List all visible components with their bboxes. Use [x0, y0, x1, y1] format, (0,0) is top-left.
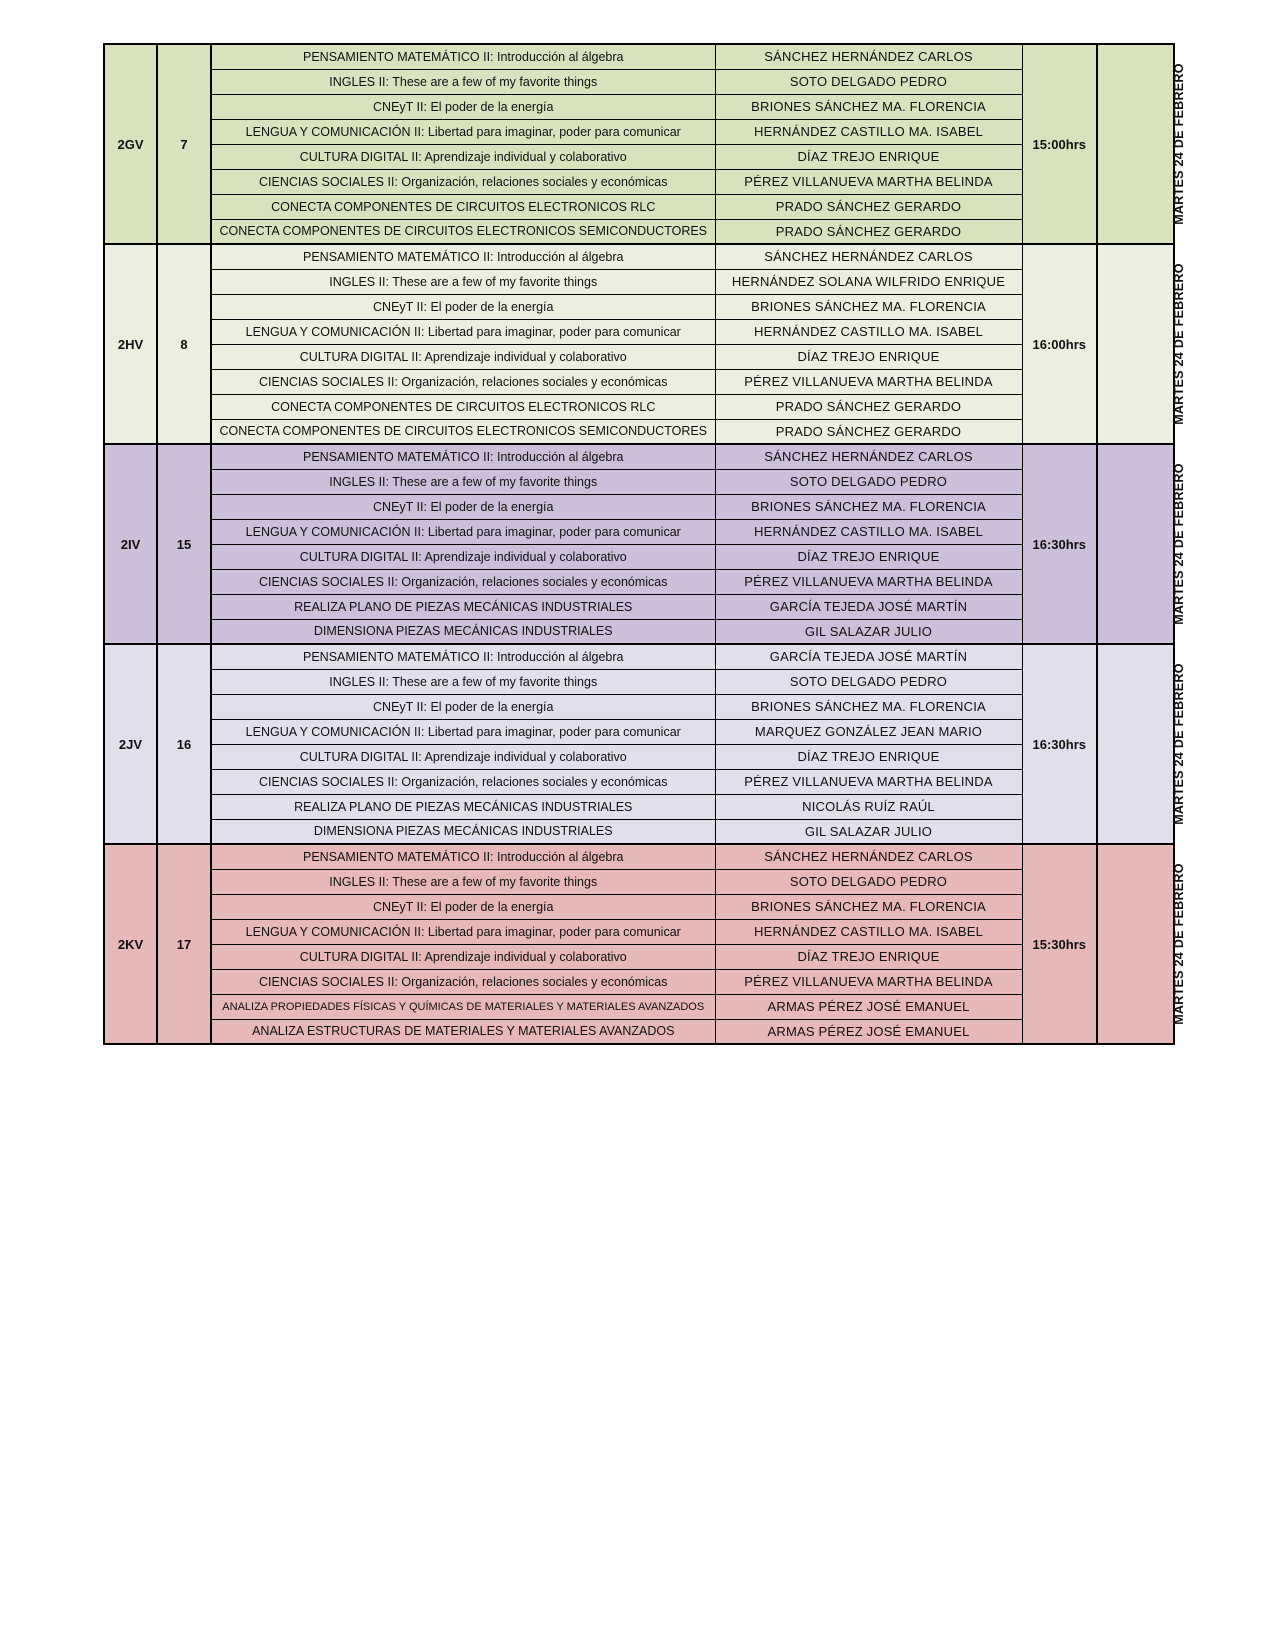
table-row: [104, 344, 1174, 369]
exam-date: MARTES 24 DE FEBRERO: [1171, 263, 1186, 425]
exam-date: MARTES 24 DE FEBRERO: [1171, 463, 1186, 625]
table-row: [104, 719, 1174, 744]
teacher-cell: SOTO DELGADO PEDRO: [715, 69, 1022, 94]
subject-cell: CNEyT II: El poder de la energía: [211, 494, 715, 519]
teacher-cell: SÁNCHEZ HERNÁNDEZ CARLOS: [715, 244, 1022, 269]
teacher-cell: HERNÁNDEZ CASTILLO MA. ISABEL: [715, 319, 1022, 344]
subject-cell: CONECTA COMPONENTES DE CIRCUITOS ELECTRONICOS RLC: [211, 394, 715, 419]
subject-cell: CONECTA COMPONENTES DE CIRCUITOS ELECTRONICOS SEMICONDUCTORES: [211, 219, 715, 244]
subject-cell: INGLES II: These are a few of my favorite things: [211, 869, 715, 894]
table-row: [104, 544, 1174, 569]
subject-cell: CULTURA DIGITAL II: Aprendizaje individual y colaborativo: [211, 344, 715, 369]
group-code: 2IV: [104, 444, 157, 644]
teacher-cell: NICOLÁS RUÍZ RAÚL: [715, 794, 1022, 819]
teacher-cell: GIL SALAZAR JULIO: [715, 819, 1022, 844]
table-row: [104, 844, 1174, 869]
subject-cell: CULTURA DIGITAL II: Aprendizaje individual y colaborativo: [211, 144, 715, 169]
teacher-cell: BRIONES SÁNCHEZ MA. FLORENCIA: [715, 894, 1022, 919]
subject-cell: LENGUA Y COMUNICACIÓN II: Libertad para imaginar, poder para comunicar: [211, 919, 715, 944]
teacher-cell: PÉREZ VILLANUEVA MARTHA BELINDA: [715, 769, 1022, 794]
teacher-cell: HERNÁNDEZ SOLANA WILFRIDO ENRIQUE: [715, 269, 1022, 294]
table-row: [104, 244, 1174, 269]
table-row: [104, 444, 1174, 469]
table-row: [104, 694, 1174, 719]
teacher-cell: MARQUEZ GONZÁLEZ JEAN MARIO: [715, 719, 1022, 744]
exam-date-cell: [1097, 444, 1186, 644]
subject-cell: DIMENSIONA PIEZAS MECÁNICAS INDUSTRIALES: [211, 819, 715, 844]
table-row: [104, 794, 1174, 819]
teacher-cell: PÉREZ VILLANUEVA MARTHA BELINDA: [715, 569, 1022, 594]
exam-time: 16:30hrs: [1022, 644, 1097, 844]
exam-time: 16:00hrs: [1022, 244, 1097, 444]
teacher-cell: PÉREZ VILLANUEVA MARTHA BELINDA: [715, 369, 1022, 394]
subject-cell: LENGUA Y COMUNICACIÓN II: Libertad para imaginar, poder para comunicar: [211, 119, 715, 144]
table-row: [104, 419, 1174, 444]
teacher-cell: SÁNCHEZ HERNÁNDEZ CARLOS: [715, 444, 1022, 469]
subject-cell: PENSAMIENTO MATEMÁTICO II: Introducción al álgebra: [211, 844, 715, 869]
schedule-body: [104, 44, 1186, 1044]
table-row: [104, 44, 1174, 69]
table-row: [104, 369, 1174, 394]
group-number: 7: [157, 44, 211, 244]
table-row: [104, 194, 1174, 219]
teacher-cell: HERNÁNDEZ CASTILLO MA. ISABEL: [715, 119, 1022, 144]
teacher-cell: GARCÍA TEJEDA JOSÉ MARTÍN: [715, 644, 1022, 669]
subject-cell: INGLES II: These are a few of my favorite things: [211, 269, 715, 294]
table-row: [104, 1019, 1174, 1044]
exam-time: 16:30hrs: [1022, 444, 1097, 644]
subject-cell: LENGUA Y COMUNICACIÓN II: Libertad para imaginar, poder para comunicar: [211, 719, 715, 744]
subject-cell: PENSAMIENTO MATEMÁTICO II: Introducción al álgebra: [211, 244, 715, 269]
subject-cell: CULTURA DIGITAL II: Aprendizaje individual y colaborativo: [211, 744, 715, 769]
teacher-cell: DÍAZ TREJO ENRIQUE: [715, 544, 1022, 569]
table-row: [104, 769, 1174, 794]
table-row: [104, 669, 1174, 694]
teacher-cell: SÁNCHEZ HERNÁNDEZ CARLOS: [715, 44, 1022, 69]
group-code: 2KV: [104, 844, 157, 1044]
table-row: [104, 994, 1174, 1019]
teacher-cell: SOTO DELGADO PEDRO: [715, 669, 1022, 694]
table-row: [104, 969, 1174, 994]
group-code: 2JV: [104, 644, 157, 844]
subject-cell: CNEyT II: El poder de la energía: [211, 294, 715, 319]
subject-cell: CIENCIAS SOCIALES II: Organización, relaciones sociales y económicas: [211, 969, 715, 994]
teacher-cell: BRIONES SÁNCHEZ MA. FLORENCIA: [715, 494, 1022, 519]
group-number: 15: [157, 444, 211, 644]
teacher-cell: ARMAS PÉREZ JOSÉ EMANUEL: [715, 994, 1022, 1019]
subject-cell: INGLES II: These are a few of my favorite things: [211, 669, 715, 694]
table-row: [104, 94, 1174, 119]
exam-date-cell: [1097, 644, 1186, 844]
group-code: 2GV: [104, 44, 157, 244]
exam-date: MARTES 24 DE FEBRERO: [1171, 663, 1186, 825]
table-row: [104, 394, 1174, 419]
teacher-cell: HERNÁNDEZ CASTILLO MA. ISABEL: [715, 519, 1022, 544]
exam-schedule-table: [103, 43, 1186, 1045]
subject-cell: CULTURA DIGITAL II: Aprendizaje individual y colaborativo: [211, 944, 715, 969]
subject-cell: REALIZA PLANO DE PIEZAS MECÁNICAS INDUSTRIALES: [211, 794, 715, 819]
exam-date: MARTES 24 DE FEBRERO: [1171, 863, 1186, 1025]
table-row: [104, 644, 1174, 669]
subject-cell: CIENCIAS SOCIALES II: Organización, relaciones sociales y económicas: [211, 369, 715, 394]
teacher-cell: DÍAZ TREJO ENRIQUE: [715, 344, 1022, 369]
group-number: 17: [157, 844, 211, 1044]
subject-cell: CIENCIAS SOCIALES II: Organización, relaciones sociales y económicas: [211, 769, 715, 794]
subject-cell: INGLES II: These are a few of my favorite things: [211, 69, 715, 94]
table-row: [104, 69, 1174, 94]
teacher-cell: DÍAZ TREJO ENRIQUE: [715, 144, 1022, 169]
teacher-cell: SOTO DELGADO PEDRO: [715, 469, 1022, 494]
subject-cell: CNEyT II: El poder de la energía: [211, 94, 715, 119]
table-row: [104, 169, 1174, 194]
teacher-cell: DÍAZ TREJO ENRIQUE: [715, 944, 1022, 969]
teacher-cell: SOTO DELGADO PEDRO: [715, 869, 1022, 894]
group-code: 2HV: [104, 244, 157, 444]
table-row: [104, 469, 1174, 494]
teacher-cell: PÉREZ VILLANUEVA MARTHA BELINDA: [715, 169, 1022, 194]
table-row: [104, 569, 1174, 594]
subject-cell: DIMENSIONA PIEZAS MECÁNICAS INDUSTRIALES: [211, 619, 715, 644]
teacher-cell: BRIONES SÁNCHEZ MA. FLORENCIA: [715, 694, 1022, 719]
table-row: [104, 294, 1174, 319]
table-row: [104, 319, 1174, 344]
table-row: [104, 944, 1174, 969]
exam-time: 15:30hrs: [1022, 844, 1097, 1044]
table-row: [104, 219, 1174, 244]
teacher-cell: GIL SALAZAR JULIO: [715, 619, 1022, 644]
subject-cell: ANALIZA ESTRUCTURAS DE MATERIALES Y MATERIALES AVANZADOS: [211, 1019, 715, 1044]
exam-time: 15:00hrs: [1022, 44, 1097, 244]
table-row: [104, 869, 1174, 894]
subject-cell: INGLES II: These are a few of my favorite things: [211, 469, 715, 494]
teacher-cell: DÍAZ TREJO ENRIQUE: [715, 744, 1022, 769]
teacher-cell: ARMAS PÉREZ JOSÉ EMANUEL: [715, 1019, 1022, 1044]
exam-date-cell: [1097, 244, 1186, 444]
exam-date-cell: [1097, 44, 1186, 244]
exam-date: MARTES 24 DE FEBRERO: [1171, 63, 1186, 225]
table-row: [104, 619, 1174, 644]
subject-cell: LENGUA Y COMUNICACIÓN II: Libertad para imaginar, poder para comunicar: [211, 519, 715, 544]
subject-cell: PENSAMIENTO MATEMÁTICO II: Introducción al álgebra: [211, 444, 715, 469]
subject-cell: CIENCIAS SOCIALES II: Organización, relaciones sociales y económicas: [211, 569, 715, 594]
table-row: [104, 519, 1174, 544]
subject-cell: CULTURA DIGITAL II: Aprendizaje individual y colaborativo: [211, 544, 715, 569]
table-row: [104, 144, 1174, 169]
subject-cell: CIENCIAS SOCIALES II: Organización, relaciones sociales y económicas: [211, 169, 715, 194]
subject-cell: CNEyT II: El poder de la energía: [211, 894, 715, 919]
subject-cell: CNEyT II: El poder de la energía: [211, 694, 715, 719]
subject-cell: CONECTA COMPONENTES DE CIRCUITOS ELECTRONICOS SEMICONDUCTORES: [211, 419, 715, 444]
teacher-cell: BRIONES SÁNCHEZ MA. FLORENCIA: [715, 94, 1022, 119]
teacher-cell: HERNÁNDEZ CASTILLO MA. ISABEL: [715, 919, 1022, 944]
table-row: [104, 119, 1174, 144]
group-number: 8: [157, 244, 211, 444]
table-row: [104, 744, 1174, 769]
table-row: [104, 919, 1174, 944]
teacher-cell: SÁNCHEZ HERNÁNDEZ CARLOS: [715, 844, 1022, 869]
table-row: [104, 819, 1174, 844]
subject-cell: PENSAMIENTO MATEMÁTICO II: Introducción al álgebra: [211, 44, 715, 69]
teacher-cell: BRIONES SÁNCHEZ MA. FLORENCIA: [715, 294, 1022, 319]
teacher-cell: PRADO SÁNCHEZ GERARDO: [715, 419, 1022, 444]
subject-cell: ANALIZA PROPIEDADES FÍSICAS Y QUÍMICAS DE MATERIALES Y MATERIALES AVANZADOS: [211, 994, 715, 1019]
table-row: [104, 894, 1174, 919]
subject-cell: REALIZA PLANO DE PIEZAS MECÁNICAS INDUSTRIALES: [211, 594, 715, 619]
teacher-cell: PRADO SÁNCHEZ GERARDO: [715, 394, 1022, 419]
group-number: 16: [157, 644, 211, 844]
table-row: [104, 269, 1174, 294]
subject-cell: CONECTA COMPONENTES DE CIRCUITOS ELECTRONICOS RLC: [211, 194, 715, 219]
subject-cell: PENSAMIENTO MATEMÁTICO II: Introducción al álgebra: [211, 644, 715, 669]
table-row: [104, 594, 1174, 619]
teacher-cell: PRADO SÁNCHEZ GERARDO: [715, 219, 1022, 244]
teacher-cell: GARCÍA TEJEDA JOSÉ MARTÍN: [715, 594, 1022, 619]
table-row: [104, 494, 1174, 519]
subject-cell: LENGUA Y COMUNICACIÓN II: Libertad para imaginar, poder para comunicar: [211, 319, 715, 344]
exam-date-cell: [1097, 844, 1186, 1044]
teacher-cell: PRADO SÁNCHEZ GERARDO: [715, 194, 1022, 219]
teacher-cell: PÉREZ VILLANUEVA MARTHA BELINDA: [715, 969, 1022, 994]
